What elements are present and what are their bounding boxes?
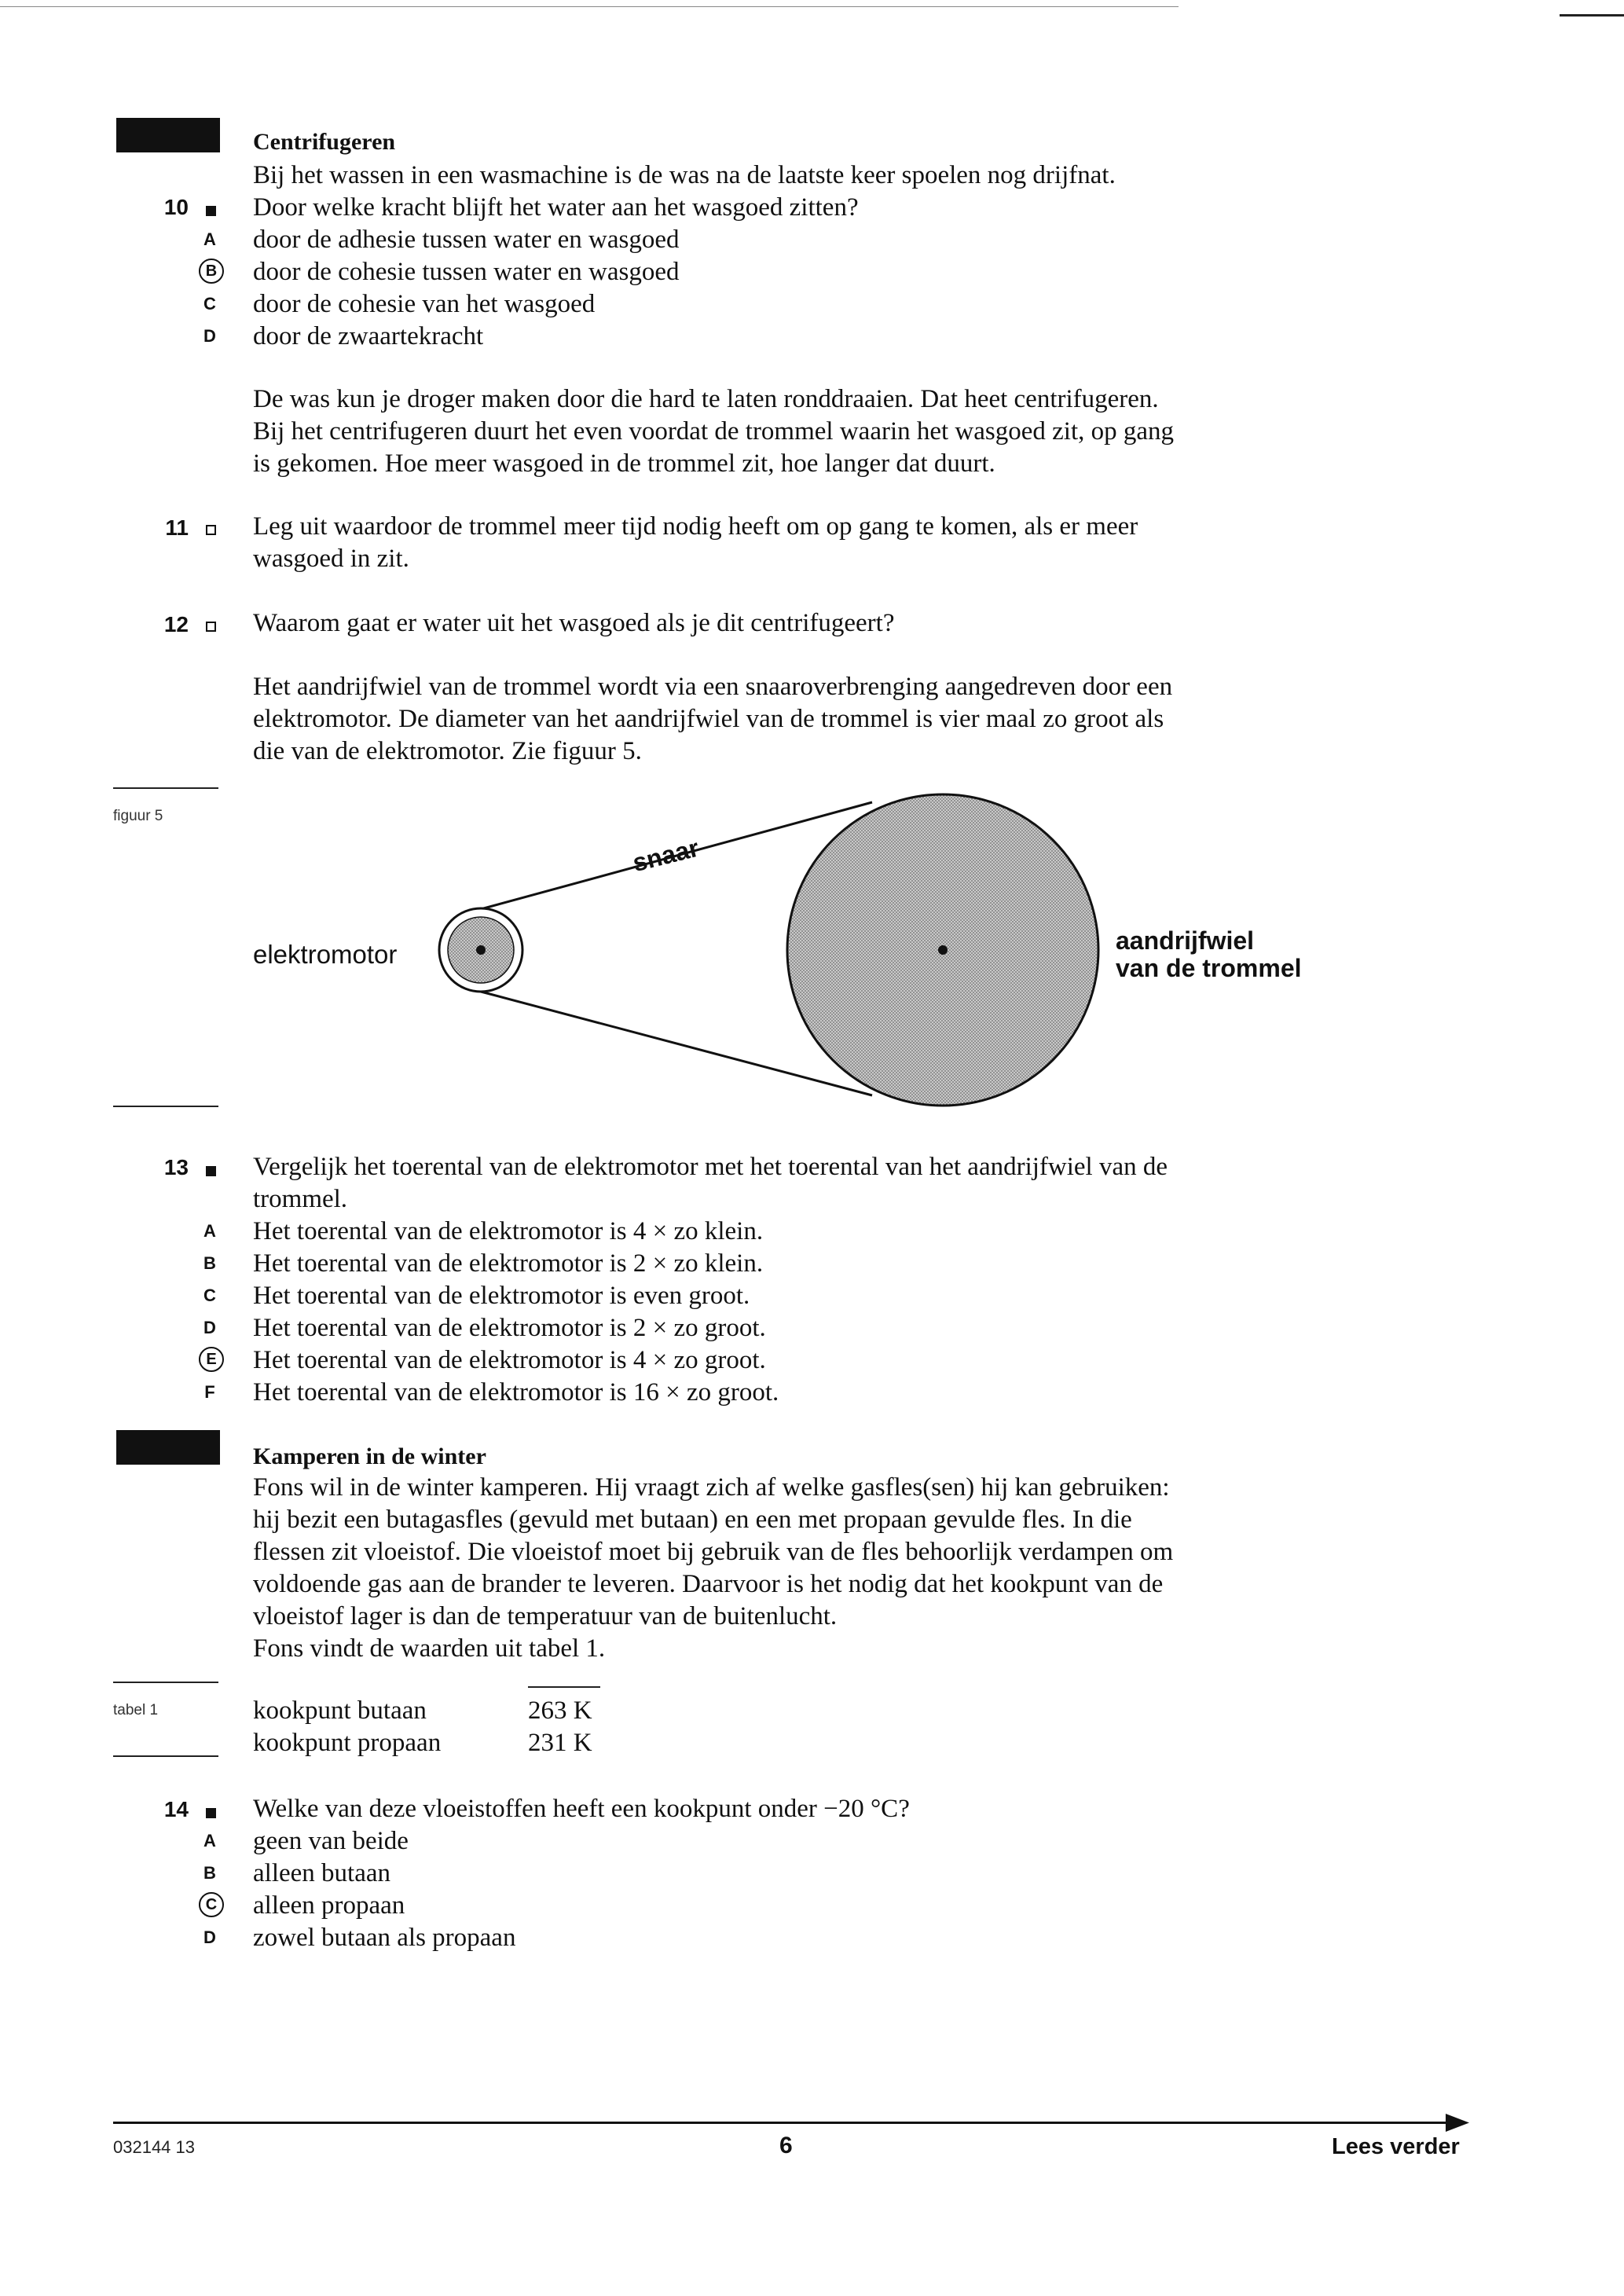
section-marker	[116, 1430, 220, 1465]
multiple-choice-marker	[206, 1808, 216, 1818]
option-text: door de cohesie tussen water en wasgoed	[253, 258, 680, 286]
question-number: 11	[165, 515, 189, 540]
option-letter-circled: C	[199, 1892, 224, 1917]
drive-wheel-axle	[938, 945, 948, 955]
arrow-right-icon	[1446, 2112, 1469, 2134]
paragraph-line: hij bezit een butagasfles (gevuld met butaan) en een met propaan gevulde fles. In die	[253, 1506, 1132, 1534]
option-text: alleen propaan	[253, 1891, 405, 1920]
option-letter-circled: B	[199, 259, 224, 284]
belt-drive-diagram	[0, 0, 1624, 1116]
option-text: Het toerental van de elektromotor is even groot.	[253, 1282, 750, 1310]
table-cell-value: 231 K	[528, 1729, 592, 1757]
paragraph-line: De was kun je droger maken door die hard te laten ronddraaien. Dat heet centrifugeren.	[253, 385, 1159, 413]
belt-label: snaar	[629, 833, 702, 878]
option-letter: A	[203, 1831, 216, 1850]
option-text: zowel butaan als propaan	[253, 1924, 516, 1952]
table-cell-value: 263 K	[528, 1696, 592, 1725]
option-letter: B	[203, 1253, 216, 1273]
question-line: Leg uit waardoor de trommel meer tijd nodig heeft om op gang te komen, als er meer	[253, 512, 1138, 541]
motor-pulley-axle	[476, 945, 486, 955]
option-text: Het toerental van de elektromotor is 4 × zo groot.	[253, 1346, 766, 1374]
option-text: Het toerental van de elektromotor is 2 × zo groot.	[253, 1314, 766, 1342]
wheel-label-line-1: aandrijfwiel	[1116, 926, 1255, 955]
section-title: Centrifugeren	[253, 129, 396, 155]
option-letter: A	[203, 229, 216, 249]
question-text	[253, 1151, 1168, 1216]
paragraph-line: is gekomen. Hoe meer wasgoed in de trommel zit, hoe langer dat duurt.	[253, 449, 995, 478]
option-text: Het toerental van de elektromotor is 4 × zo klein.	[253, 1217, 764, 1245]
question-number: 12	[163, 612, 189, 636]
option-letter: A	[203, 1221, 216, 1241]
option-text: door de cohesie van het wasgoed	[253, 290, 596, 318]
paragraph-line: Het aandrijfwiel van de trommel wordt via een snaaroverbrenging aangedreven door een	[253, 673, 1173, 701]
option-letter: D	[203, 1318, 216, 1337]
paragraph-line: vloeistof lager is dan de temperatuur van de buitenlucht.	[253, 1602, 838, 1630]
figure-bottom-rule	[113, 1106, 218, 1107]
footer-code: 032144 13	[113, 2137, 195, 2157]
option-letter: C	[203, 294, 216, 314]
paragraph-line: voldoende gas aan de brander te leveren. Daarvoor is het nodig dat het kookpunt van de	[253, 1570, 1164, 1598]
paragraph-line: Bij het centrifugeren duurt het even voordat de trommel waarin het wasgoed zit, op gang	[253, 417, 1175, 446]
paragraph-line: elektromotor. De diameter van het aandrijfwiel van de trommel is vier maal zo groot als	[253, 705, 1164, 733]
option-letter: B	[203, 1863, 216, 1883]
table-bottom-rule	[113, 1755, 218, 1757]
option-text: alleen butaan	[253, 1859, 390, 1887]
table-top-rule-right	[528, 1686, 600, 1688]
question-line: trommel.	[253, 1185, 348, 1213]
question-number: 13	[163, 1155, 189, 1179]
question-text: Waarom gaat er water uit het wasgoed als je dit centrifugeert?	[253, 609, 895, 637]
option-letter: C	[203, 1286, 216, 1305]
question-text: Door welke kracht blijft het water aan het wasgoed zitten?	[253, 193, 859, 222]
wheel-label-line-2: van de trommel	[1116, 954, 1302, 982]
paragraph-line: Fons wil in de winter kamperen. Hij vraagt zich af welke gasfles(sen) hij kan gebruiken:	[253, 1473, 1170, 1502]
table-top-rule-left	[113, 1682, 218, 1683]
table-cell-name: kookpunt propaan	[253, 1729, 442, 1757]
question-number: 14	[163, 1797, 189, 1821]
option-letter: D	[203, 1927, 216, 1947]
multiple-choice-marker	[206, 1166, 216, 1176]
motor-label: elektromotor	[253, 940, 398, 969]
footer-rule	[113, 2122, 1461, 2124]
option-letter: D	[203, 326, 216, 346]
section-text	[253, 1472, 1173, 1665]
paragraph-line: die van de elektromotor. Zie figuur 5.	[253, 737, 642, 765]
question-text: Welke van deze vloeistoffen heeft een kookpunt onder −20 °C?	[253, 1795, 910, 1823]
option-text: Het toerental van de elektromotor is 2 × zo klein.	[253, 1249, 764, 1278]
question-line: wasgoed in zit.	[253, 545, 409, 573]
paragraph-line: flessen zit vloeistof. Die vloeistof moet bij gebruik van de fles behoorlijk verdampen om	[253, 1538, 1174, 1566]
section-title: Kamperen in de winter	[253, 1443, 486, 1469]
figure-label: figuur 5	[113, 808, 163, 824]
option-letter: F	[204, 1382, 215, 1402]
option-text: door de adhesie tussen water en wasgoed	[253, 226, 680, 254]
table-cell-name: kookpunt butaan	[253, 1696, 427, 1725]
option-letter-circled: E	[199, 1347, 224, 1372]
option-text: door de zwaartekracht	[253, 322, 484, 350]
option-text: geen van beide	[253, 1827, 409, 1855]
paragraph-line: Fons vindt de waarden uit tabel 1.	[253, 1634, 606, 1663]
option-text: Het toerental van de elektromotor is 16 × zo groot.	[253, 1378, 779, 1407]
question-line: Vergelijk het toerental van de elektromotor met het toerental van het aandrijfwiel van de	[253, 1153, 1168, 1181]
page-number: 6	[779, 2133, 793, 2158]
table-label: tabel 1	[113, 1702, 159, 1718]
question-number: 10	[163, 195, 189, 219]
next-page-label: Lees verder	[1332, 2134, 1460, 2159]
section-intro: Bij het wassen in een wasmachine is de was na de laatste keer spoelen nog drijfnat.	[253, 161, 1116, 189]
